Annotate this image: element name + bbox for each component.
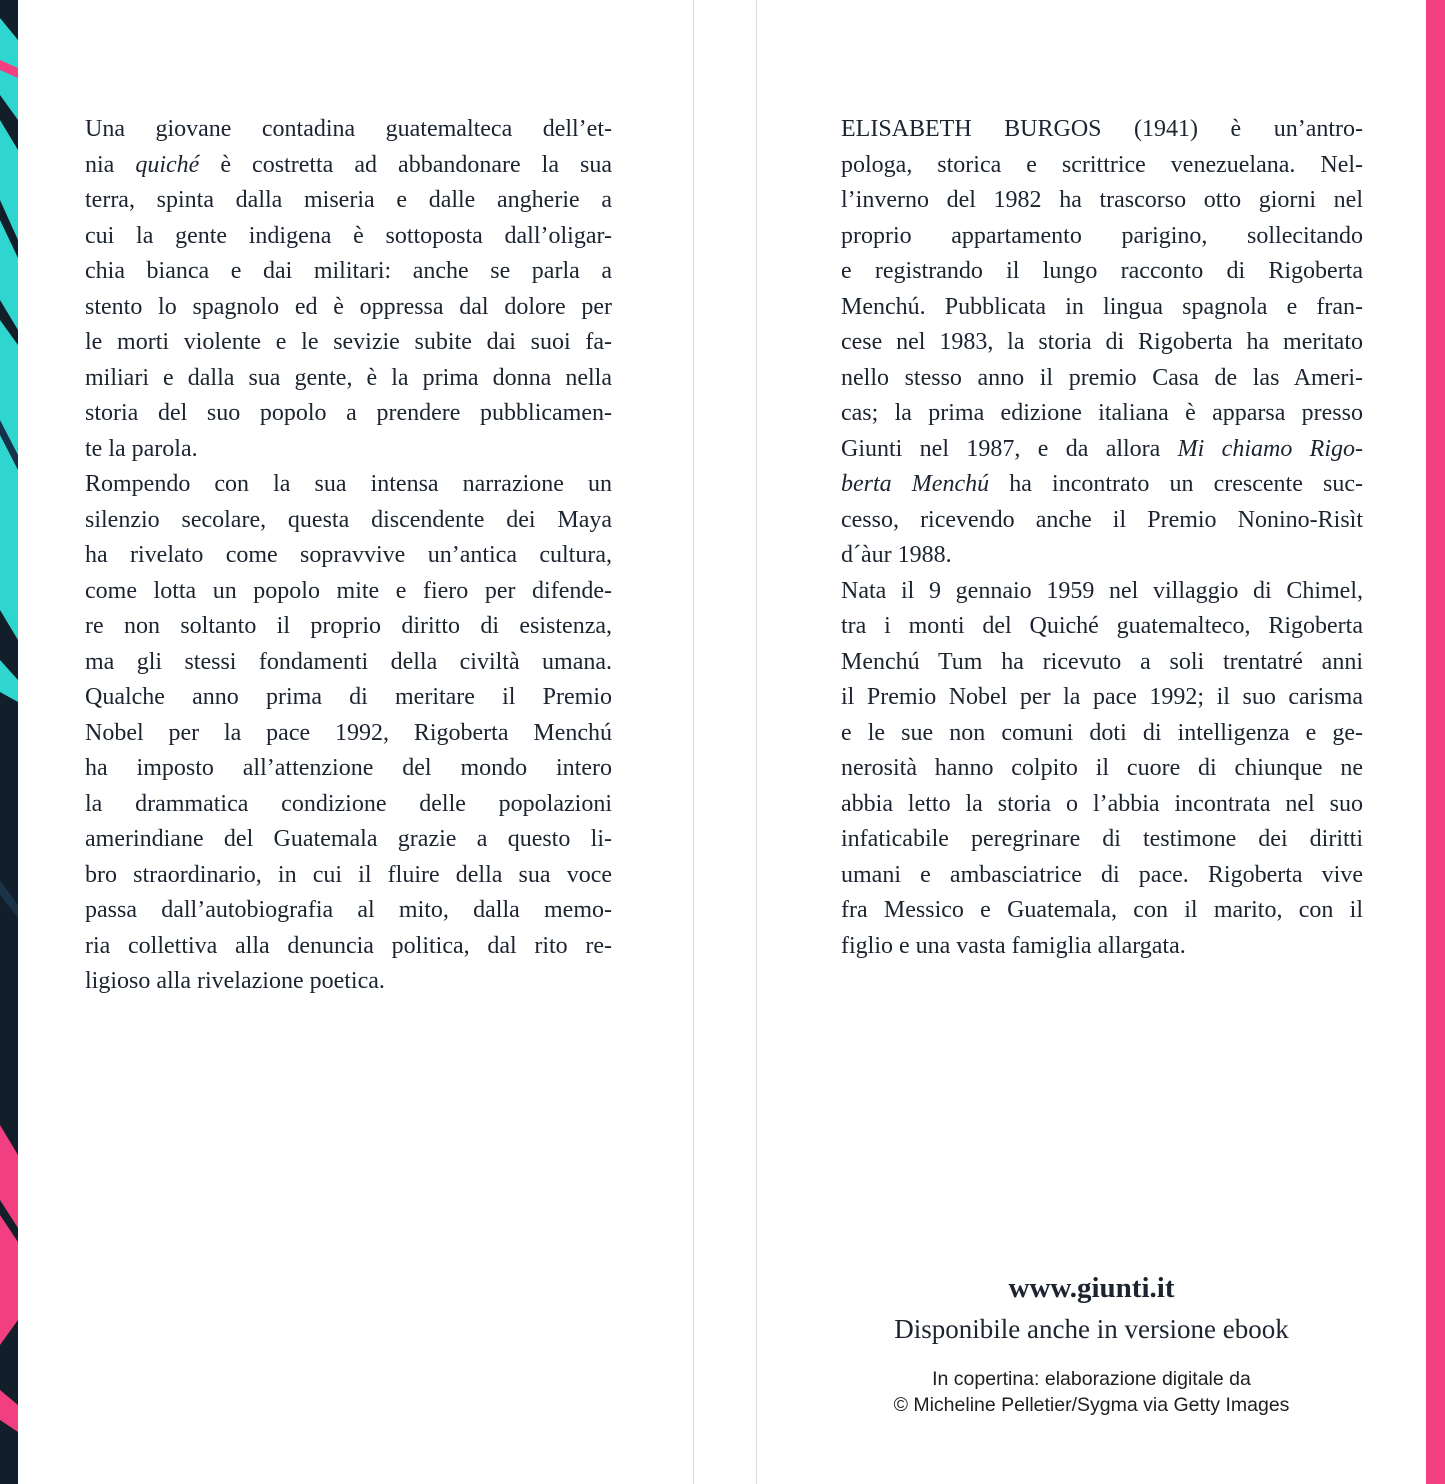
text-line: nia quiché è costretta ad abbandonare la sua (85, 151, 613, 178)
text-line: cese nel 1983, la storia di Rigoberta ha meritato (841, 329, 1363, 355)
text-line: silenzio secolare, questa discendente dei Maya (85, 506, 612, 533)
text-line: d´àur 1988. (841, 542, 952, 568)
left-flap (18, 0, 694, 1484)
text-line: miliari e dalla sua gente, è la prima donna nella (85, 364, 612, 391)
text-line: Giunti nel 1987, e da allora Mi chiamo Rigo- (841, 435, 1363, 462)
text-line: le morti violente e le sevizie subite dai suoi fa- (85, 329, 612, 355)
text-line: amerindiane del Guatemala grazie a questo li- (85, 826, 612, 852)
text-line: ma gli stessi fondamenti della civiltà umana. (85, 648, 612, 675)
text-line: stento lo spagnolo ed è oppressa dal dolore per (85, 293, 612, 320)
text-line: passa dall’autobiografia al mito, dalla memo- (85, 897, 612, 923)
right-flap-text (841, 112, 1363, 964)
text-line: ha imposto all’attenzione del mondo intero (85, 755, 612, 781)
text-line: Menchú Tum ha ricevuto a soli trentatré anni (841, 648, 1363, 675)
text-line: tra i monti del Quiché guatemalteco, Rigoberta (841, 613, 1363, 639)
text-line: proprio appartamento parigino, sollecitando (841, 222, 1363, 249)
cover-edge-strip (1426, 0, 1445, 1484)
text-line: come lotta un popolo mite e fiero per difende- (85, 577, 612, 604)
publisher-website: www.giunti.it (1008, 1272, 1175, 1304)
text-line: e registrando il lungo racconto di Rigoberta (841, 258, 1363, 284)
right-flap (756, 0, 1426, 1484)
text-line: re non soltanto il proprio diritto di esistenza, (85, 613, 612, 639)
text-line: nerosità hanno colpito il cuore di chiunque ne (841, 755, 1363, 781)
cover-spine-art (0, 0, 18, 1484)
text-line: cesso, ricevendo anche il Premio Nonino-Risìt (841, 506, 1363, 533)
text-line: ligioso alla rivelazione poetica. (85, 968, 385, 994)
text-line: pologa, storica e scrittrice venezuelana. Nel- (841, 151, 1363, 178)
text-line: cas; la prima edizione italiana è apparsa presso (841, 400, 1363, 426)
paragraph-synopsis-1 (85, 112, 612, 467)
text-line: cui la gente indigena è sottoposta dall’oligar- (85, 222, 612, 249)
text-line: Qualche anno prima di meritare il Premio (85, 684, 612, 710)
text-line: berta Menchú ha incontrato un crescente suc- (841, 471, 1363, 497)
text-line: la drammatica condizione delle popolazioni (85, 790, 612, 817)
text-line: l’inverno del 1982 ha trascorso otto giorni nel (841, 187, 1363, 213)
text-line: e le sue non comuni doti di intelligenza e ge- (841, 719, 1363, 746)
text-line: Nata il 9 gennaio 1959 nel villaggio di Chimel, (841, 577, 1363, 604)
left-flap-text (85, 112, 612, 1000)
text-line: umani e ambasciatrice di pace. Rigoberta vive (841, 861, 1363, 888)
text-line: Una giovane contadina guatemalteca dell’et- (85, 116, 612, 142)
text-line: Nobel per la pace 1992, Rigoberta Menchú (85, 719, 612, 746)
text-line: terra, spinta dalla miseria e dalle angherie a (85, 187, 612, 213)
text-line: ria collettiva alla denuncia politica, dal rito re- (85, 932, 612, 959)
right-flap-footer (757, 1270, 1426, 1418)
text-line: fra Messico e Guatemala, con il marito, con il (841, 897, 1363, 923)
text-line: figlio e una vasta famiglia allargata. (841, 932, 1186, 959)
text-line: chia bianca e dai militari: anche se parla a (85, 258, 612, 284)
ebook-availability-note: Disponibile anche in versione ebook (894, 1314, 1289, 1344)
text-line: storia del suo popolo a prendere pubblicamen- (85, 400, 612, 426)
cover-credit-line-2: © Micheline Pelletier/Sygma via Getty Images (893, 1394, 1290, 1416)
text-line: nello stesso anno il premio Casa de las Ameri- (841, 364, 1363, 391)
text-line: il Premio Nobel per la pace 1992; il suo carisma (841, 684, 1363, 710)
text-line: infaticabile peregrinare di testimone dei diritti (841, 826, 1363, 852)
text-line: ha rivelato come sopravvive un’antica cultura, (85, 542, 612, 568)
flap-gap (695, 0, 756, 1484)
text-line: bro straordinario, in cui il fluire della sua voce (85, 861, 612, 888)
text-line: abbia letto la storia o l’abbia incontrata nel suo (841, 790, 1363, 817)
text-line: ELISABETH BURGOS (1941) è un’antro- (841, 116, 1363, 142)
paragraph-author-bio-2 (841, 574, 1363, 965)
cover-credit-line-1: In copertina: elaborazione digitale da (932, 1368, 1251, 1390)
text-line: Menchú. Pubblicata in lingua spagnola e fran- (841, 293, 1363, 320)
text-line: te la parola. (85, 435, 198, 462)
text-line: Rompendo con la sua intensa narrazione un (85, 471, 612, 497)
spine-pattern-graphic (0, 0, 18, 1484)
paragraph-synopsis-2 (85, 467, 612, 1000)
paragraph-author-bio-1 (841, 112, 1363, 574)
